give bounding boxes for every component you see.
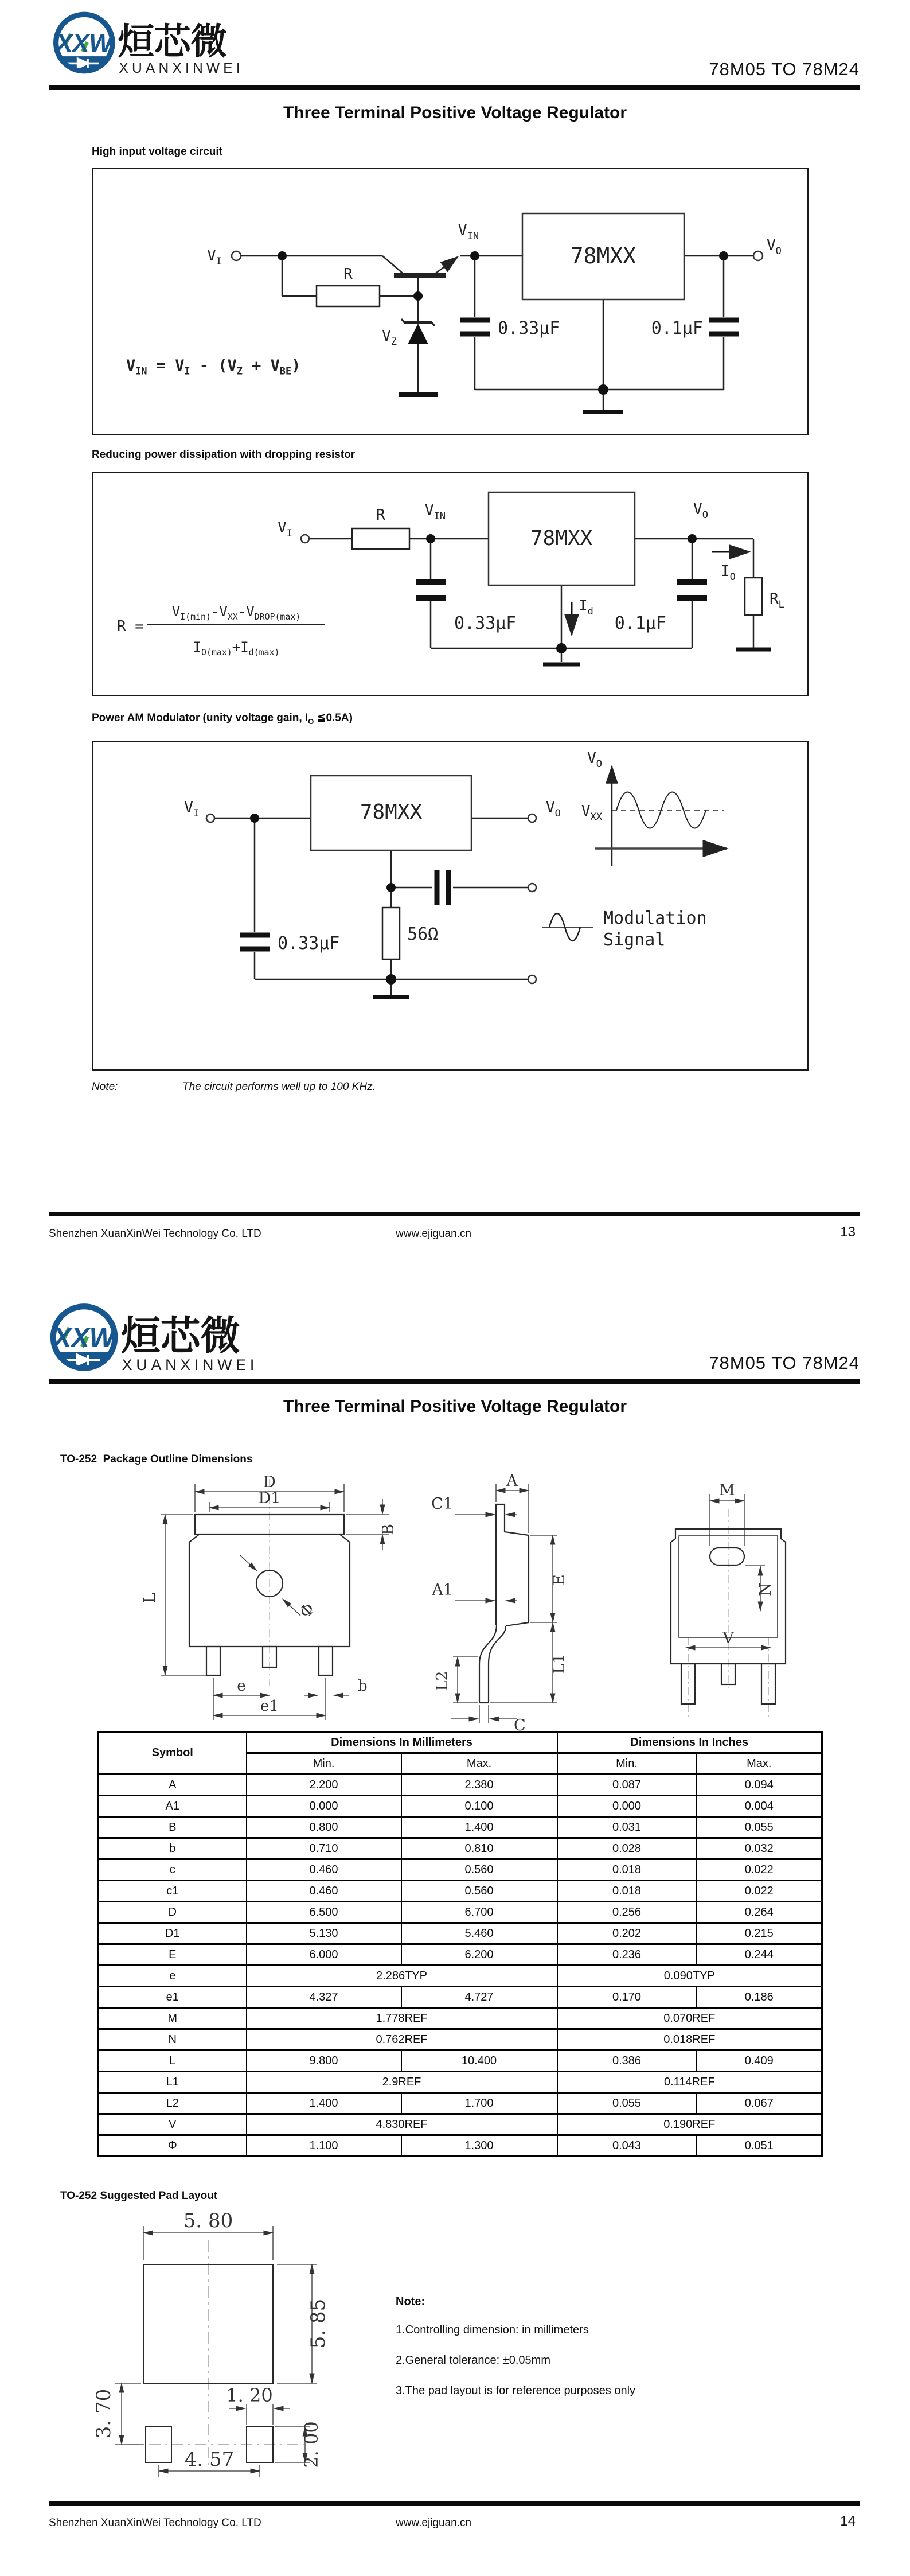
table-row <box>99 2050 822 2072</box>
dim-label-phi: Φ <box>295 1599 319 1622</box>
logo-monogram: XXW <box>53 1322 115 1353</box>
outline-heading: TO-252 Package Outline Dimensions <box>60 1453 253 1465</box>
label-cap: 0.33μF <box>278 933 340 954</box>
cell-value-1: 1.700 <box>401 2093 557 2114</box>
cell-symbol: L1 <box>99 2072 247 2093</box>
page-number: 13 <box>840 1224 856 1240</box>
cell-value-0: 1.400 <box>247 2093 401 2114</box>
package-outline-drawing <box>75 1474 843 1738</box>
table-row <box>99 1923 822 1944</box>
dim-label-D: D <box>263 1474 276 1491</box>
cell-in-span: 0.070REF <box>557 2008 822 2029</box>
label-vo: $V_O$ <box>767 237 782 257</box>
cell-value-2: 0.055 <box>557 2093 697 2114</box>
cell-symbol: D1 <box>99 1923 247 1944</box>
resistor-r <box>352 528 409 549</box>
cell-mm-span: 4.830REF <box>247 2114 557 2135</box>
cell-value-1: 6.200 <box>401 1944 557 1966</box>
cell-value-2: 0.018 <box>557 1859 697 1881</box>
cell-value-0: 0.460 <box>247 1881 401 1902</box>
cell-value-1: 1.300 <box>401 2135 557 2157</box>
cell-value-3: 0.409 <box>697 2050 822 2072</box>
part-range: 78M05 TO 78M24 <box>709 59 860 79</box>
back-view <box>671 1481 786 1718</box>
cell-value-0: 9.800 <box>247 2050 401 2072</box>
table-row <box>99 2008 822 2029</box>
label-chip: 78MXX <box>530 527 593 550</box>
footer-company: Shenzhen XuanXinWei Technology Co. LTD <box>49 2517 261 2529</box>
ground-terminal <box>528 975 536 983</box>
cell-in-span: 0.190REF <box>557 2114 822 2135</box>
label-chip: 78MXX <box>570 243 636 269</box>
label-rl: $R_L$ <box>770 590 784 610</box>
cell-value-3: 0.186 <box>697 1987 822 2008</box>
figure-dropping-resistor-circuit <box>92 472 809 696</box>
cell-value-2: 0.000 <box>557 1796 697 1817</box>
dim-label-e1: e1 <box>260 1698 279 1715</box>
label-vi: $V_I$ <box>184 799 199 819</box>
section-heading-dropping-resistor: Reducing power dissipation with dropping resistor <box>92 449 356 461</box>
cell-value-0: 4.327 <box>247 1987 401 2008</box>
page-14 <box>0 1288 910 2576</box>
formula-lhs: R = <box>117 618 144 635</box>
cell-value-3: 0.022 <box>697 1859 822 1881</box>
table-row <box>99 1796 822 1817</box>
table-header-min: Min. <box>247 1753 401 1775</box>
capacitor-output <box>709 320 739 334</box>
cell-value-2: 0.031 <box>557 1817 697 1838</box>
cell-value-1: 5.460 <box>401 1923 557 1944</box>
label-r: R <box>376 507 385 524</box>
label-vi: $V_I$ <box>207 247 222 267</box>
cell-symbol: c1 <box>99 1881 247 1902</box>
pad-layout-heading: TO-252 Suggested Pad Layout <box>60 2190 218 2202</box>
cell-value-3: 0.022 <box>697 1881 822 1902</box>
cell-value-2: 0.202 <box>557 1923 697 1944</box>
cell-value-0: 0.460 <box>247 1859 401 1881</box>
cell-value-0: 0.000 <box>247 1796 401 1817</box>
cell-symbol: b <box>99 1838 247 1859</box>
figure-high-input-circuit <box>92 168 809 435</box>
cell-symbol: c <box>99 1859 247 1881</box>
table-row <box>99 1838 822 1859</box>
label-res: 56Ω <box>407 924 439 944</box>
cell-value-2: 0.170 <box>557 1987 697 2008</box>
formula-vin: $V_{IN} = V_I - (V_Z + V_{BE})$ <box>126 357 301 377</box>
resistor-r <box>317 286 380 306</box>
cell-value-0: 6.500 <box>247 1902 401 1923</box>
cell-value-1: 6.700 <box>401 1902 557 1923</box>
note-label: Note: <box>92 1081 118 1093</box>
pad-dim-height: 5. 85 <box>307 2298 330 2349</box>
cell-value-2: 0.018 <box>557 1881 697 1902</box>
footer-company: Shenzhen XuanXinWei Technology Co. LTD <box>49 1228 261 1240</box>
dim-label-C1: C1 <box>431 1495 453 1513</box>
label-modulation: Modulation <box>603 908 707 928</box>
table-header-max: Max. <box>697 1753 822 1775</box>
cell-value-1: 0.810 <box>401 1838 557 1859</box>
cell-symbol: E <box>99 1944 247 1966</box>
dim-label-L2: L2 <box>433 1671 451 1691</box>
load-resistor <box>745 578 762 615</box>
cell-value-2: 0.386 <box>557 2050 697 2072</box>
cell-mm-span: 1.778REF <box>247 2008 557 2029</box>
cell-value-2: 0.087 <box>557 1775 697 1796</box>
output-graph <box>595 766 727 866</box>
cell-value-1: 0.560 <box>401 1859 557 1881</box>
cell-value-3: 0.094 <box>697 1775 822 1796</box>
logo-chinese-name: 烜芯微 <box>118 20 228 63</box>
cell-value-1: 0.560 <box>401 1881 557 1902</box>
cell-mm-span: 2.9REF <box>247 2072 557 2093</box>
table-row <box>99 2072 822 2093</box>
formula-denominator: $I_{O(max)}+I_{d(max)}$ <box>193 639 280 657</box>
cell-value-3: 0.032 <box>697 1838 822 1859</box>
capacitor-input <box>460 320 490 334</box>
cell-value-2: 0.256 <box>557 1902 697 1923</box>
cell-value-0: 0.710 <box>247 1838 401 1859</box>
header-rule <box>49 1379 860 1384</box>
cell-symbol: A1 <box>99 1796 247 1817</box>
front-view <box>141 1474 397 1720</box>
dimension-table-body <box>99 1775 822 2157</box>
table-row <box>99 1902 822 1923</box>
label-vo: $V_O$ <box>546 799 561 819</box>
cell-value-0: 1.100 <box>247 2135 401 2157</box>
dim-label-b: b <box>358 1678 368 1695</box>
cell-value-3: 0.244 <box>697 1944 822 1966</box>
cell-symbol: N <box>99 2029 247 2050</box>
modulation-signal-symbol <box>542 913 593 941</box>
cell-symbol: L <box>99 2050 247 2072</box>
cell-symbol: B <box>99 1817 247 1838</box>
label-chip: 78MXX <box>360 800 423 824</box>
cell-symbol: L2 <box>99 2093 247 2114</box>
input-terminal <box>301 535 309 543</box>
label-vin: $V_{IN}$ <box>458 222 479 242</box>
resistor-56ohm <box>382 908 400 959</box>
table-row <box>99 2114 822 2135</box>
footer-rule <box>49 2501 860 2506</box>
table-header-symbol: Symbol <box>99 1732 247 1775</box>
table-header-max: Max. <box>401 1753 557 1775</box>
footer-website[interactable]: www.ejiguan.cn <box>396 1228 472 1240</box>
logo-latin-name: XUANXINWEI <box>119 60 244 76</box>
input-terminal <box>206 814 214 822</box>
footer-rule <box>49 1212 860 1216</box>
cell-symbol: V <box>99 2114 247 2135</box>
label-vi: $V_I$ <box>278 519 292 539</box>
dim-label-D1: D1 <box>258 1489 281 1507</box>
capacitor-input <box>240 935 270 949</box>
part-range: 78M05 TO 78M24 <box>709 1353 860 1373</box>
logo-chinese-name: 烜芯微 <box>120 1313 240 1360</box>
cell-symbol: e <box>99 1966 247 1987</box>
cell-value-2: 0.028 <box>557 1838 697 1859</box>
modulation-terminal <box>528 884 536 892</box>
table-row <box>99 1966 822 1987</box>
header-rule <box>49 85 860 90</box>
cell-value-0: 0.800 <box>247 1817 401 1838</box>
table-header-min: Min. <box>557 1753 697 1775</box>
label-cap-out: 0.1μF <box>651 318 703 338</box>
table-row <box>99 2135 822 2157</box>
company-logo <box>49 1301 274 1375</box>
label-signal: Signal <box>603 930 666 950</box>
label-cap-in: 0.33μF <box>498 318 560 338</box>
label-cap-in: 0.33μF <box>454 613 517 633</box>
dim-label-A1: A1 <box>432 1581 453 1599</box>
dim-label-C: C <box>514 1717 526 1734</box>
footer-website[interactable]: www.ejiguan.cn <box>396 2517 472 2529</box>
cell-value-1: 4.727 <box>401 1987 557 2008</box>
cell-value-2: 0.043 <box>557 2135 697 2157</box>
cell-symbol: M <box>99 2008 247 2029</box>
logo-latin-name: XUANXINWEI <box>122 1356 259 1374</box>
capacitor-output <box>677 582 707 598</box>
table-row <box>99 1881 822 1902</box>
note-item: 1.Controlling dimension: in millimeters <box>396 2324 589 2336</box>
company-logo <box>52 9 258 77</box>
coupling-capacitor <box>437 870 448 905</box>
cell-mm-span: 0.762REF <box>247 2029 557 2050</box>
transistor-symbol <box>382 256 458 275</box>
note-item: 3.The pad layout is for reference purposes only <box>396 2384 636 2397</box>
logo-monogram: XXW <box>56 29 112 57</box>
cell-value-2: 0.236 <box>557 1944 697 1966</box>
cell-in-span: 0.018REF <box>557 2029 822 2050</box>
cell-mm-span: 2.286TYP <box>247 1966 557 1987</box>
table-header-mm: Dimensions In Millimeters <box>247 1732 557 1753</box>
pad-layout-drawing <box>57 2209 378 2480</box>
pad-dim-pad-width: 1. 20 <box>226 2384 273 2406</box>
section-heading-high-input: High input voltage circuit <box>92 146 223 158</box>
table-row <box>99 1817 822 1838</box>
cell-value-1: 0.100 <box>401 1796 557 1817</box>
label-vz: $V_Z$ <box>382 328 397 348</box>
dim-label-N: N <box>757 1582 775 1596</box>
input-terminal <box>232 251 241 260</box>
table-row <box>99 1987 822 2008</box>
cell-value-0: 6.000 <box>247 1944 401 1966</box>
pad-dim-gap: 3. 70 <box>92 2388 115 2439</box>
table-row <box>99 1775 822 1796</box>
dim-label-L1: L1 <box>550 1653 568 1674</box>
cell-value-3: 0.004 <box>697 1796 822 1817</box>
cell-in-span: 0.114REF <box>557 2072 822 2093</box>
cell-value-1: 2.380 <box>401 1775 557 1796</box>
label-vo: $V_O$ <box>693 501 708 521</box>
dim-label-L: L <box>141 1593 159 1603</box>
note-label: Note: <box>396 2295 425 2308</box>
cell-value-3: 0.051 <box>697 2135 822 2157</box>
label-io: $I_O$ <box>721 563 736 583</box>
dim-label-E: E <box>550 1574 568 1586</box>
table-row <box>99 2093 822 2114</box>
output-terminal <box>528 814 536 822</box>
cell-value-3: 0.264 <box>697 1902 822 1923</box>
figure-am-modulator-circuit <box>92 741 809 1071</box>
page-number: 14 <box>840 2513 856 2529</box>
table-header-in: Dimensions In Inches <box>557 1732 822 1753</box>
table-row <box>99 1859 822 1881</box>
dim-label-e: e <box>237 1678 246 1695</box>
cell-symbol: Φ <box>99 2135 247 2157</box>
cell-value-0: 2.200 <box>247 1775 401 1796</box>
capacitor-input <box>416 582 446 598</box>
cell-value-3: 0.067 <box>697 2093 822 2114</box>
section-heading-am-modulator: Power AM Modulator (unity voltage gain, $I_O$ ≦0.5A) <box>92 712 353 726</box>
dim-label-M: M <box>719 1481 735 1499</box>
side-view <box>431 1474 568 1734</box>
note-item: 2.General tolerance: ±0.05mm <box>396 2354 550 2367</box>
page-title: Three Terminal Positive Voltage Regulator <box>283 103 627 122</box>
label-vin: $V_{IN}$ <box>424 502 446 522</box>
table-row <box>99 2029 822 2050</box>
note-text: The circuit performs well up to 100 KHz. <box>182 1081 376 1093</box>
cell-value-1: 1.400 <box>401 1817 557 1838</box>
pad-dim-width: 5. 80 <box>183 2209 233 2232</box>
zener-diode-symbol <box>401 319 435 344</box>
cell-value-3: 0.055 <box>697 1817 822 1838</box>
pad-dim-pad-height: 2. 00 <box>300 2421 322 2468</box>
label-r: R <box>343 266 353 283</box>
cell-value-1: 10.400 <box>401 2050 557 2072</box>
package-profile <box>479 1504 529 1703</box>
cell-symbol: D <box>99 1902 247 1923</box>
formula-numerator: $V_{I(min)}-V_{XX}-V_{DROP(max)}$ <box>171 604 301 622</box>
pad-layout-notes <box>396 2295 635 2415</box>
page-title: Three Terminal Positive Voltage Regulator <box>283 1397 627 1416</box>
dim-label-B: B <box>380 1524 397 1535</box>
pad-dim-pitch: 4. 57 <box>184 2448 235 2471</box>
label-cap-out: 0.1μF <box>614 613 666 633</box>
dimension-lines <box>115 2226 317 2477</box>
label-id: $I_d$ <box>579 597 593 617</box>
output-terminal <box>753 251 763 260</box>
cell-symbol: A <box>99 1775 247 1796</box>
cell-value-3: 0.215 <box>697 1923 822 1944</box>
cell-symbol: e1 <box>99 1987 247 2008</box>
table-row <box>99 1944 822 1966</box>
resistor-formula <box>117 604 325 657</box>
label-vo-axis: $V_O$ <box>587 750 602 770</box>
label-vxx: $V_{XX}$ <box>581 803 602 823</box>
dimension-table <box>97 1731 823 2157</box>
dim-label-A: A <box>506 1474 518 1490</box>
cell-in-span: 0.090TYP <box>557 1966 822 1987</box>
dim-label-V: V <box>722 1629 734 1647</box>
cell-value-0: 5.130 <box>247 1923 401 1944</box>
